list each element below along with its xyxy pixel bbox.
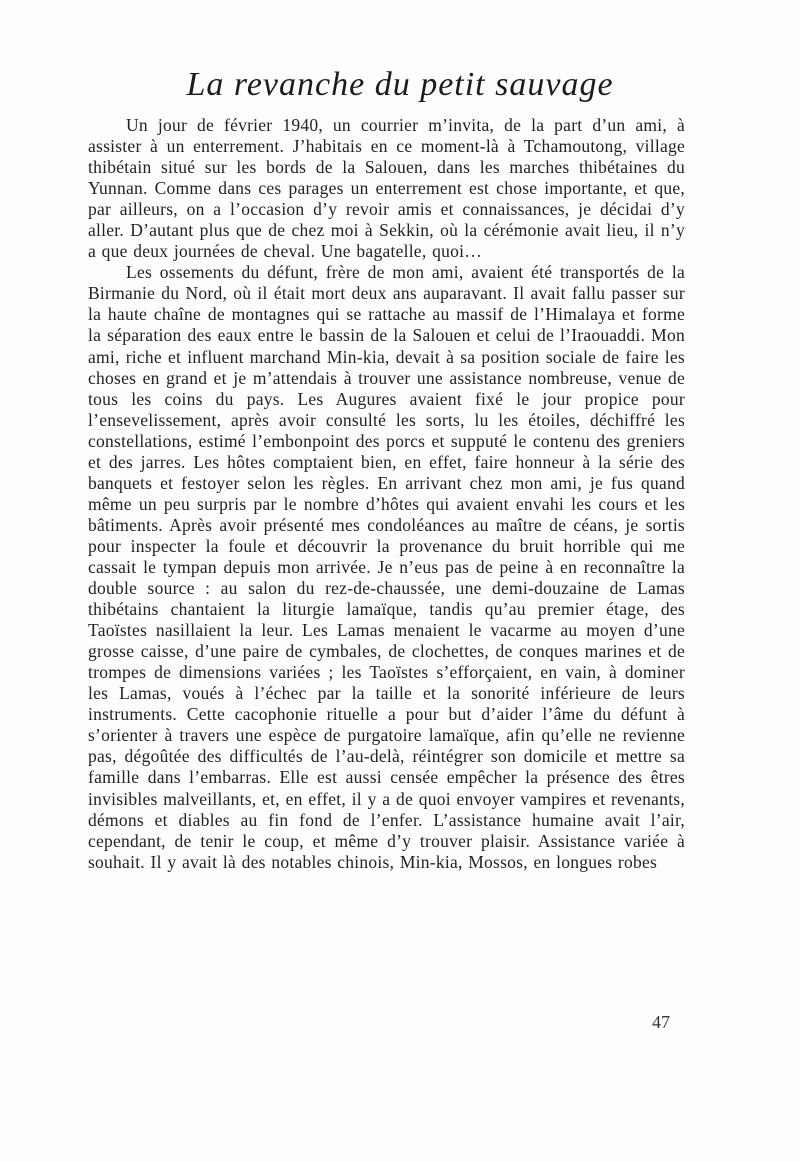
chapter-title: La revanche du petit sauvage (186, 66, 614, 103)
body-text (88, 115, 685, 873)
paragraph-1: Un jour de février 1940, un courrier m’invita, de la part d’un ami, à assister à un enterrement. J’habitais en ce moment-là à Tchamoutong, village thibétain situé sur les bords de la Salouen, dans les marches thibétaines du Yunnan. Comme dans ces parages un enterrement est chose importante, et que, par ailleurs, on a l’occasion d’y revoir amis et connaissances, je décidai d’y aller. D’autant plus que de chez moi à Sekkin, où la cérémonie avait lieu, il n’y a que deux journées de cheval. Une bagatelle, quoi… (88, 115, 685, 262)
paragraph-2: Les ossements du défunt, frère de mon ami, avaient été transportés de la Birmanie du Nord, où il était mort deux ans auparavant. Il avait fallu passer sur la haute chaîne de montagnes qui se rattache au massif de l’Himalaya et forme la séparation des eaux entre le bassin de la Salouen et celui de l’Iraouaddi. Mon ami, riche et influent marchand Min-kia, devait à sa position sociale de faire les choses en grand et je m’attendais à trouver une assistance nombreuse, venue de tous les coins du pays. Les Augures avaient fixé le jour propice pour l’ensevelissement, après avoir consulté les sorts, lu les étoiles, déchiffré les constellations, estimé l’embonpoint des porcs et supputé le contenu des greniers et des jarres. Les hôtes comptaient bien, en effet, faire honneur à la série des banquets et festoyer selon les règles. En arrivant chez mon ami, je fus quand même un peu surpris par le nombre d’hôtes qui avaient envahi les cours et les bâtiments. Après avoir présenté mes condoléances au maître de céans, je sortis pour inspecter la foule et découvrir la provenance du bruit horrible qui me cassait le tympan depuis mon arrivée. Je n’eus pas de peine à en reconnaître la double source : au salon du rez-de-chaussée, une demi-douzaine de Lamas thibétains chantaient la liturgie lamaïque, tandis qu’au premier étage, des Taoïstes nasillaient la leur. Les Lamas menaient le vacarme au moyen d’une grosse caisse, d’une paire de cymbales, de clochettes, de conques marines et de trompes de dimensions variées ; les Taoïstes s’efforçaient, en vain, à dominer les Lamas, voués à l’échec par la taille et la sonorité inférieure de leurs instruments. Cette cacophonie rituelle a pour but d’aider l’âme du défunt à s’orienter à travers une espèce de purgatoire lamaïque, afin qu’elle ne revienne pas, dégoûtée des difficultés de l’au-delà, réintégrer son domicile et mettre sa famille dans l’embarras. Elle est aussi censée empêcher la présence des êtres invisibles malveillants, et, en effet, il y a de quoi envoyer vampires et revenants, démons et diables au fin fond de l’enfer. L’assistance humaine avait l’air, cependant, de tenir le coup, et même d’y trouver plaisir. Assistance variée à souhait. Il y avait là des notables chinois, Min-kia, Mossos, en longues robes (88, 262, 685, 872)
page-number: 47 (652, 1012, 670, 1032)
